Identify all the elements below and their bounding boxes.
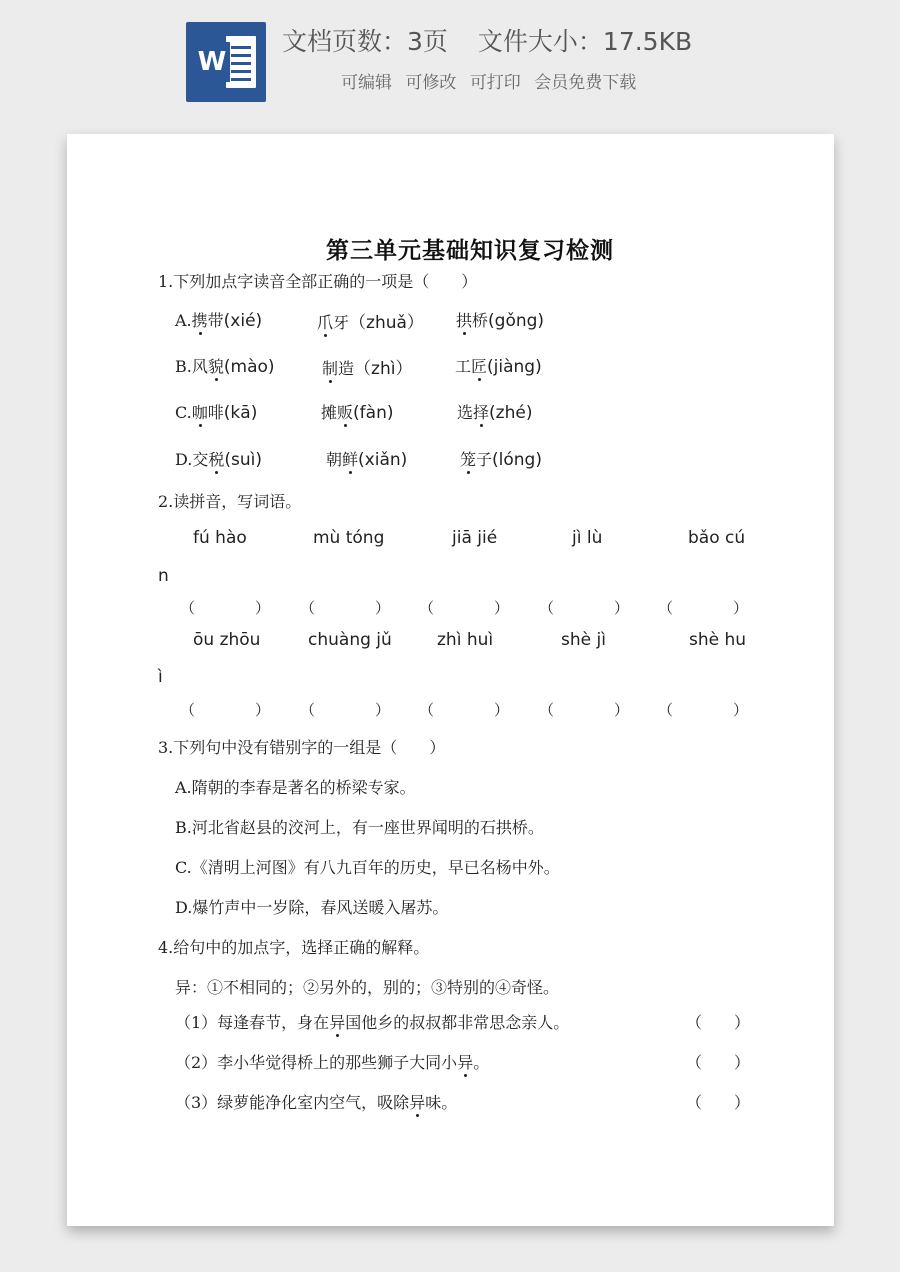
- q3-option-d: D.爆竹声中一岁除，春风送暖入屠苏。: [175, 898, 449, 917]
- feature-printable: 可打印: [469, 73, 521, 93]
- q1-option-d-item1: D.交税(suì): [175, 450, 262, 470]
- q1-option-b-item1: B.风貌(mào): [175, 357, 275, 377]
- q1-option-c-item3: 选择(zhé): [457, 403, 533, 423]
- answer-blank: （ ）: [539, 599, 630, 617]
- feature-list: [341, 68, 644, 93]
- answer-blank: （ ）: [300, 701, 391, 719]
- pinyin-word: shè hu: [689, 630, 747, 650]
- question-4-stem: 4.给句中的加点字，选择正确的解释。: [158, 938, 430, 957]
- pinyin-wrap: n: [158, 566, 169, 586]
- q1-option-b-item3: 工匠(jiàng): [455, 357, 542, 377]
- q3-option-b: B.河北省赵县的洨河上，有一座世界闻明的石拱桥。: [175, 818, 544, 837]
- pinyin-word: jiā jié: [452, 528, 498, 548]
- q1-option-a-item2: 爪牙（zhuǎ）: [317, 313, 424, 333]
- q4-item-2: （2）李小华觉得桥上的那些狮子大同小异。: [175, 1053, 490, 1072]
- answer-blank: （ ）: [658, 701, 749, 719]
- page-count: 文档页数：3页: [282, 27, 448, 56]
- answer-blank: （ ）: [180, 701, 271, 719]
- answer-blank: （ ）: [539, 701, 630, 719]
- q4-answer-blank-2: （ ）: [686, 1053, 751, 1072]
- q4-meanings: 异：①不相同的；②另外的，别的；③特别的④奇怪。: [175, 978, 560, 997]
- answer-blank: （ ）: [300, 599, 391, 617]
- q4-item-1: （1）每逢春节，身在异国他乡的叔叔都非常思念亲人。: [175, 1013, 570, 1032]
- answer-blank: （ ）: [419, 701, 510, 719]
- feature-modifiable: 可修改: [405, 73, 457, 93]
- q4-answer-blank-3: （ ）: [686, 1093, 751, 1112]
- answer-blank: （ ）: [180, 599, 271, 617]
- pinyin-word: fú hào: [193, 528, 247, 548]
- q1-option-c-item2: 摊贩(fàn): [321, 403, 394, 423]
- question-3-stem: 3.下列句中没有错别字的一组是（ ）: [158, 738, 446, 757]
- answer-blank: （ ）: [419, 599, 510, 617]
- q1-option-d-item2: 朝鲜(xiǎn): [326, 450, 408, 470]
- q3-option-c: C.《清明上河图》有八九百年的历史，早已名杨中外。: [175, 858, 560, 877]
- download-header: [0, 0, 900, 120]
- word-document-icon: W: [186, 22, 266, 102]
- pinyin-wrap: ì: [158, 667, 163, 687]
- q4-answer-blank-1: （ ）: [686, 1013, 751, 1032]
- q1-option-a-item1: A.携带(xié): [175, 311, 263, 331]
- feature-editable: 可编辑: [341, 73, 392, 93]
- pinyin-word: shè jì: [561, 630, 606, 650]
- pinyin-word: bǎo cú: [688, 528, 746, 548]
- q1-option-d-item3: 笼子(lóng): [460, 450, 542, 470]
- question-2-stem: 2.读拼音，写词语。: [158, 492, 302, 511]
- file-size: 文件大小：17.5KB: [477, 27, 693, 56]
- pinyin-word: zhì huì: [437, 630, 494, 650]
- document-title: 第三单元基础知识复习检测: [326, 237, 614, 264]
- q3-option-a: A.隋朝的李春是著名的桥梁专家。: [175, 778, 416, 797]
- q1-option-a-item3: 拱桥(gǒng): [456, 311, 545, 331]
- pinyin-word: jì lù: [572, 528, 603, 548]
- pinyin-word: mù tóng: [313, 528, 385, 548]
- q4-item-3: （3）绿萝能净化室内空气，吸除异味。: [175, 1093, 458, 1112]
- feature-member-download: 会员免费下载: [534, 73, 637, 93]
- document-page: [67, 134, 834, 1226]
- pinyin-word: chuàng jǔ: [308, 630, 392, 650]
- pinyin-word: ōu zhōu: [193, 630, 261, 650]
- q1-option-b-item2: 制造（zhì）: [322, 359, 413, 379]
- answer-blank: （ ）: [658, 599, 749, 617]
- file-meta: [282, 22, 692, 58]
- q1-option-c-item1: C.咖啡(kā): [175, 403, 258, 423]
- question-1-stem: 1.下列加点字读音全部正确的一项是（ ）: [158, 272, 478, 291]
